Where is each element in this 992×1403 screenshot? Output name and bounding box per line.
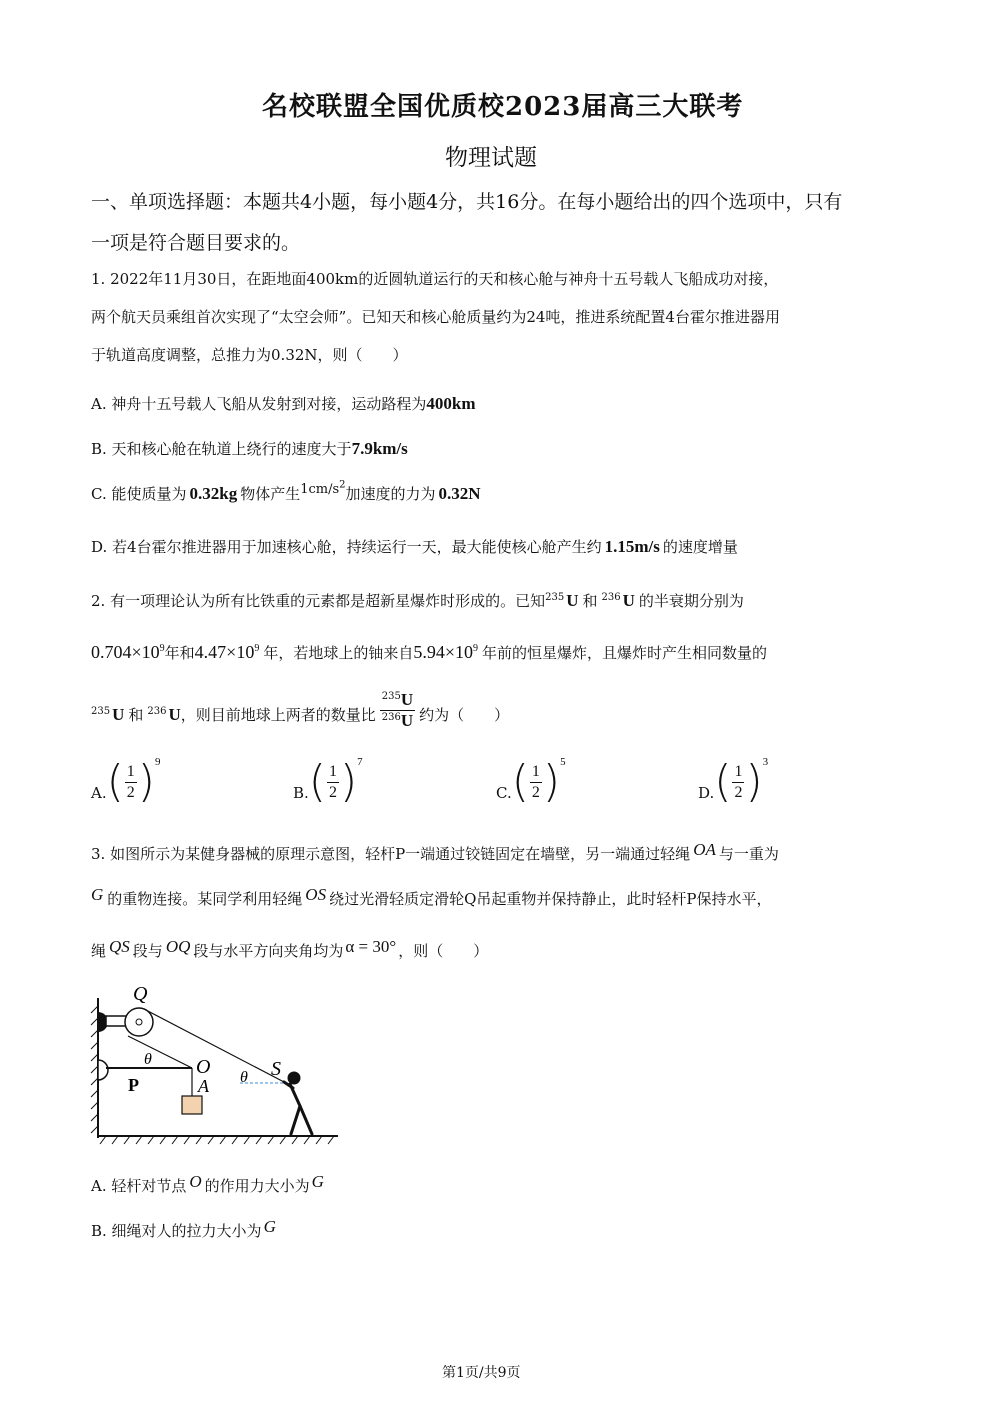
label-a: A [198, 1076, 209, 1096]
q3-line1 [91, 840, 779, 864]
q2-option-a-expr [106, 756, 161, 807]
q2-ratio-num-iso: 235 [381, 691, 401, 702]
q2-option-b [293, 756, 363, 807]
q2-line3-and: 和 [128, 706, 144, 724]
q3-alpha: α = 30° [345, 937, 397, 956]
q2-option-b-expr [308, 756, 363, 807]
q2-option-c-num: 1 [530, 762, 542, 783]
q1-line1: 1. 2022年11月30日，在距地面400km的近圆轨道运行的天和核心舱与神舟十五号载人飞船成功对接， [91, 270, 779, 288]
q2-line2-text2: 年前的恒星爆炸，且爆炸时产生相同数量的 [482, 644, 768, 662]
q2-option-c-lparen: ( [511, 756, 529, 807]
q2-option-c-expr [511, 756, 566, 807]
label-p: P [128, 1075, 139, 1095]
hinge [98, 1060, 108, 1080]
pulley-center [136, 1019, 142, 1025]
q1-option-c-math2: 0.32N [438, 484, 481, 503]
rope-qs [144, 1009, 284, 1082]
q2-option-d-den: 2 [734, 783, 743, 801]
q1-option-a [91, 393, 476, 414]
label-q: Q [133, 983, 148, 1005]
person-figure [284, 1073, 312, 1134]
q1-option-d [91, 536, 738, 557]
ground-hatching [100, 1136, 334, 1144]
q2-ratio-numerator [380, 690, 415, 711]
section-heading: 一、单项选择题：本题共4小题，每小题4分，共16分。在每小题给出的四个选项中，只有 [91, 191, 843, 213]
q2-value-2 [195, 642, 260, 662]
wall-hatching [91, 1006, 98, 1133]
q3-oa: OA [693, 840, 716, 859]
q2-option-b-lparen: ( [308, 756, 326, 807]
q2-option-a-den: 2 [126, 783, 135, 801]
q2-line2 [91, 642, 767, 663]
q2-ratio-num-u: U [400, 690, 414, 709]
section-heading-cont: 一项是符合题目要求的。 [91, 232, 301, 254]
page-title: 名校联盟全国优质校2023届高三大联考 [262, 92, 744, 122]
page-subtitle: 物理试题 [445, 145, 537, 171]
q2-ratio-den-u: U [400, 711, 414, 730]
q3-option-a-g: G [311, 1172, 324, 1191]
q2-option-c-den: 2 [531, 783, 540, 801]
q2-option-c-exp: 5 [560, 756, 566, 768]
q2-line3 [91, 690, 509, 731]
q2-option-a-exp: 9 [154, 756, 161, 768]
q1-option-c-unit [300, 479, 346, 497]
q3-g: G [91, 885, 104, 904]
q2-line3-text2: 约为（ ） [419, 706, 510, 724]
q2-option-d-exp: 3 [762, 756, 769, 768]
q3-qs: QS [109, 937, 130, 956]
q2-line1-text1: 2. 有一项理论认为所有比铁重的元素都是超新星爆炸时形成的。已知 [91, 592, 546, 610]
q2-option-b-den: 2 [328, 783, 337, 801]
q2-ratio-fraction [380, 690, 415, 731]
q2-value-3-exp: 9 [473, 643, 478, 654]
q2-option-a-label: A. [91, 784, 107, 802]
q2-line3-isotopes [91, 704, 181, 725]
q3-option-a [91, 1172, 324, 1196]
q2-value-2-base: 4.47×10 [194, 642, 255, 662]
q2-option-b-exp: 7 [357, 756, 363, 768]
q2-option-a-rparen: ) [137, 756, 155, 807]
q2-ratio-den-iso: 236 [381, 712, 401, 723]
q1-option-c-unit-base: 1cm/s [300, 482, 340, 497]
q2-option-a-num: 1 [125, 762, 137, 783]
q1-option-a-math: 400km [426, 394, 476, 413]
q2-option-a [91, 756, 161, 807]
q2-symbol-u: U [566, 591, 579, 610]
q1-option-b-text: B. 天和核心舱在轨道上绕行的速度大于 [91, 440, 352, 458]
q2-line3-iso-236: 236 [147, 706, 167, 717]
q2-value-3 [413, 642, 478, 662]
q2-line3-u2: U [168, 705, 181, 724]
q2-option-c [496, 756, 566, 807]
q3-oq: OQ [165, 937, 191, 956]
q2-line3-iso-235: 235 [91, 706, 111, 717]
q2-line3-u1: U [112, 705, 125, 724]
q2-value-1-base: 0.704×10 [91, 642, 160, 662]
q2-year-and: 年和 [164, 644, 195, 662]
q2-line1-text2: 的半衰期分别为 [638, 592, 744, 610]
q2-option-d-label: D. [698, 784, 715, 802]
q3-option-a-o: O [189, 1172, 202, 1191]
label-o: O [196, 1056, 211, 1078]
q2-option-d-expr [714, 756, 769, 807]
q1-option-b [91, 438, 408, 459]
q3-line2 [91, 885, 772, 909]
q3-os: OS [305, 885, 327, 904]
q3-line3-text3: 段与水平方向夹角均为 [193, 942, 344, 960]
q3-line3 [91, 937, 489, 961]
q1-option-d-text1: D. 若4台霍尔推进器用于加速核心舱，持续运行一天，最大能使核心舱产生约 [91, 538, 602, 556]
q2-option-b-rparen: ) [339, 756, 358, 807]
q1-option-c-unit-exp: 2 [339, 479, 346, 491]
q1-option-d-text2: 的速度增量 [662, 538, 738, 556]
q3-option-b-text1: B. 细绳对人的拉力大小为 [91, 1222, 262, 1240]
q1-option-a-text: A. 神舟十五号载人飞船从发射到对接，运动路程为 [91, 395, 427, 413]
q3-line2-text1: 的重物连接。某同学利用轻绳 [107, 890, 303, 908]
q1-option-c-math1: 0.32kg [189, 484, 238, 503]
q3-option-b-g: G [263, 1217, 276, 1236]
q2-option-b-num: 1 [327, 762, 339, 783]
q3-line3-text4: ，则（ ） [398, 942, 489, 960]
q1-option-c [91, 479, 481, 504]
q2-symbol-u2: U [622, 591, 635, 610]
q2-ratio-denominator [382, 711, 413, 731]
q2-option-d [698, 756, 769, 807]
q2-option-d-num: 1 [732, 762, 744, 783]
q3-line1-text2: 与一重为 [718, 845, 779, 863]
q2-line3-text1: ，则目前地球上两者的数量比 [180, 706, 376, 724]
q2-option-d-lparen: ( [714, 756, 732, 807]
q2-value-2-exp: 9 [254, 643, 260, 654]
q2-value-1-exp: 9 [159, 643, 165, 654]
q1-line3: 于轨道高度调整，总推力为0.32N，则（ ） [91, 346, 408, 364]
q2-value-3-base: 5.94×10 [413, 642, 473, 662]
q3-line3-text2: 段与 [132, 942, 163, 960]
q2-option-b-label: B. [293, 784, 309, 802]
q3-option-a-text2: 的作用力大小为 [204, 1177, 310, 1195]
q2-line2-text1: 年，若地球上的铀来自 [263, 644, 414, 662]
label-s: S [271, 1058, 281, 1080]
q1-line2: 两个航天员乘组首次实现了“太空会师”。已知天和核心舱质量约为24吨，推进系统配置4台霍尔推进器用 [91, 308, 780, 326]
page-footer: 第1页/共9页 [442, 1365, 521, 1381]
q2-option-c-rparen: ) [542, 756, 561, 807]
q1-option-d-math: 1.15m/s [604, 537, 660, 556]
q2-option-d-rparen: ) [745, 756, 763, 807]
label-theta-1: θ [144, 1051, 152, 1068]
label-theta-2: θ [240, 1069, 248, 1086]
q2-option-a-lparen: ( [106, 756, 124, 807]
q2-value-1 [91, 642, 165, 662]
q1-option-c-text3: 加速度的力为 [345, 485, 436, 503]
q3-option-a-text1: A. 轻杆对节点 [91, 1177, 187, 1195]
q3-line1-text1: 3. 如图所示为某健身器械的原理示意图，轻杆P一端通过铰链固定在墙壁，另一端通过轻绳 [91, 845, 691, 863]
q2-and: 和 [582, 592, 598, 610]
q1-option-c-text1: C. 能使质量为 [91, 485, 187, 503]
q3-line3-text1: 绳 [91, 942, 107, 960]
rope-oq [128, 1036, 192, 1068]
q3-figure [88, 978, 348, 1148]
q1-option-b-math: 7.9km/s [351, 439, 408, 458]
q2-line1 [91, 590, 744, 611]
weight-block [182, 1096, 202, 1114]
q2-option-c-label: C. [496, 784, 512, 802]
q1-option-c-text2: 物体产生 [240, 485, 301, 503]
q2-iso-235: 235 [545, 592, 565, 603]
q3-option-b [91, 1217, 276, 1241]
q2-iso-236: 236 [601, 592, 621, 603]
q3-line2-text2: 绕过光滑轻质定滑轮Q吊起重物并保持静止，此时轻杆P保持水平， [329, 890, 772, 908]
